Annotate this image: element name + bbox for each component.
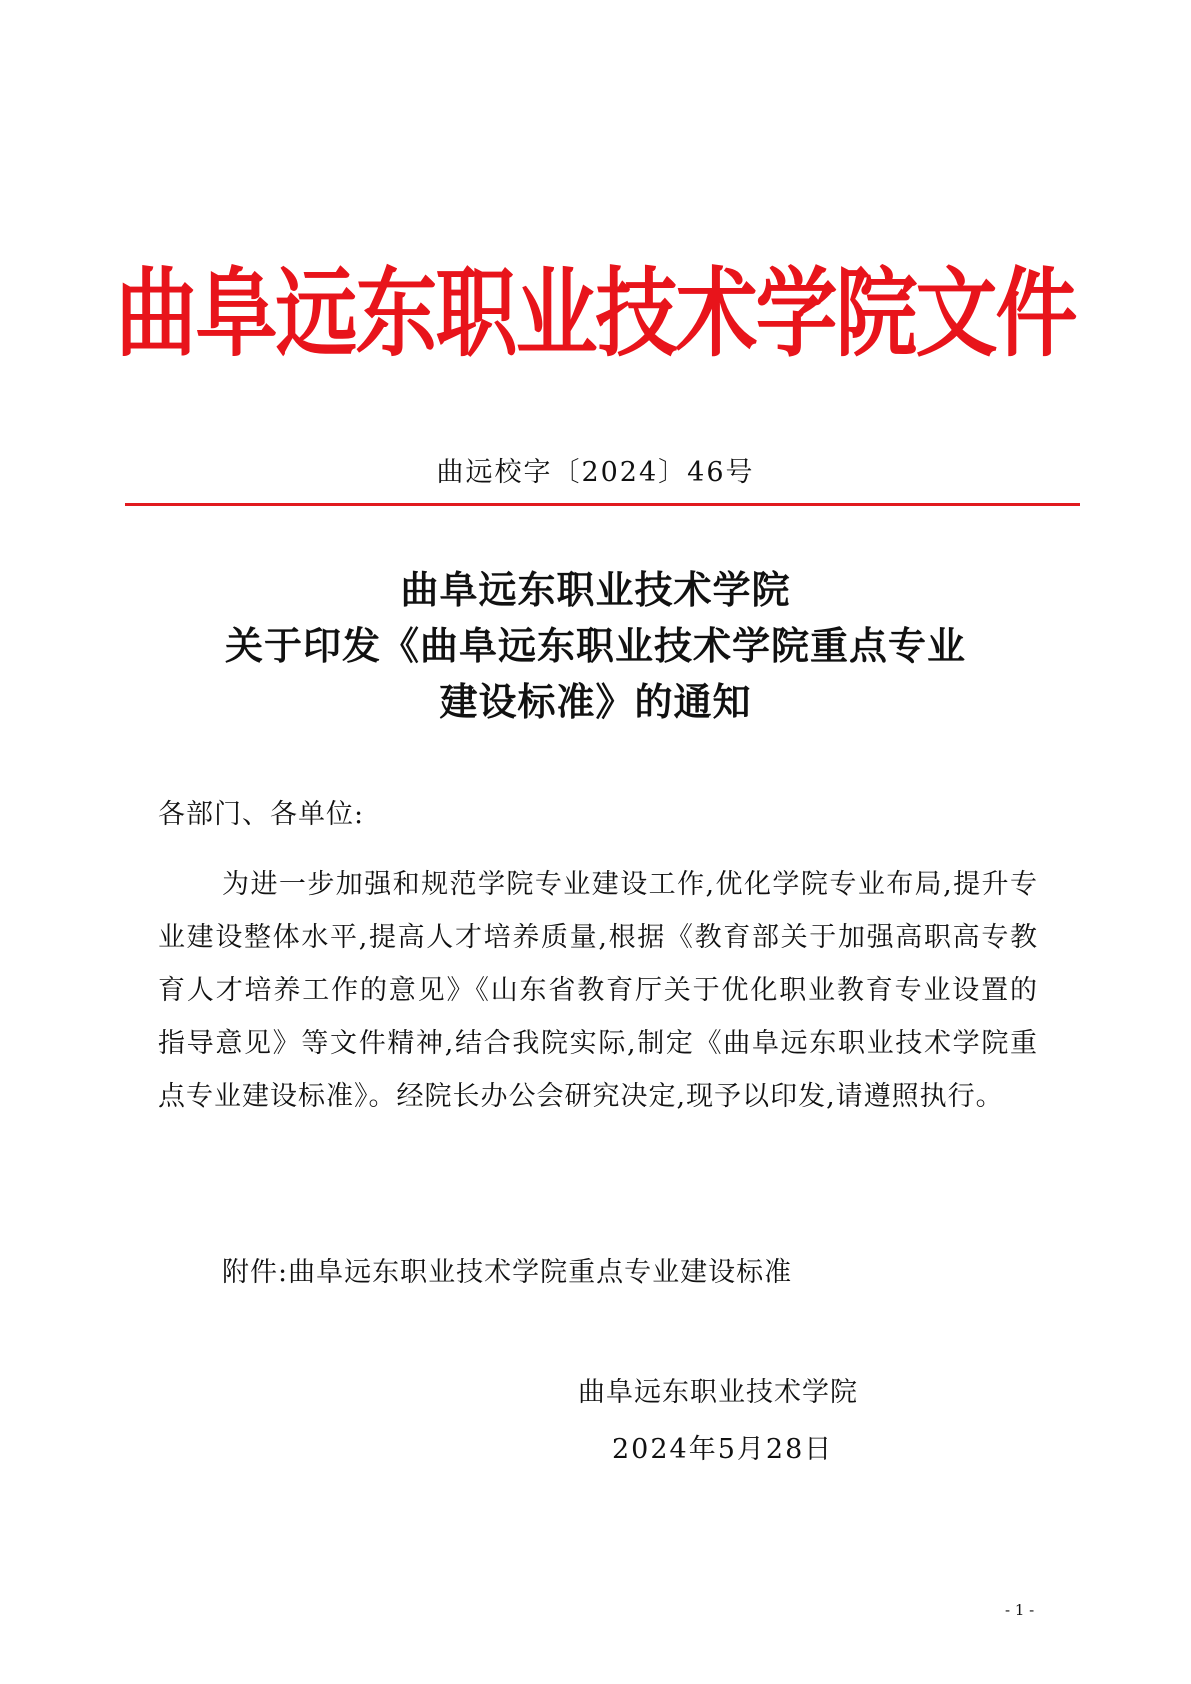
issue-date: 2024年5月28日 <box>612 1434 834 1465</box>
salutation: 各部门、各单位: <box>158 799 365 830</box>
issuer-signature: 曲阜远东职业技术学院 <box>578 1377 858 1408</box>
body-paragraph: 为进一步加强和规范学院专业建设工作,优化学院专业布局,提升专业建设整体水平,提高人才培养质量,根据《教育部关于加强高职高专教育人才培养工作的意见》《山东省教育厅关于优化职业教育专业设置的指导意见》等文件精神,结合我院实际,制定《曲阜远东职业技术学院重点专业建设标准》。经院长办公会研究决定,现予以印发,请遵照执行。 <box>158 869 1038 1112</box>
masthead-title: 曲阜远东职业技术学院文件 <box>115 258 1076 371</box>
attachment-line: 附件:曲阜远东职业技术学院重点专业建设标准 <box>222 1257 793 1288</box>
page-number: - 1 - <box>1005 1601 1035 1619</box>
title-line-1: 曲阜远东职业技术学院 <box>400 568 791 612</box>
title-line-2: 关于印发《曲阜远东职业技术学院重点专业 <box>224 624 966 668</box>
notice-title <box>0 562 1191 730</box>
red-divider-rule <box>125 503 1080 506</box>
document-number: 曲远校字〔2024〕46号 <box>436 457 755 488</box>
title-line-3: 建设标准》的通知 <box>439 680 752 724</box>
